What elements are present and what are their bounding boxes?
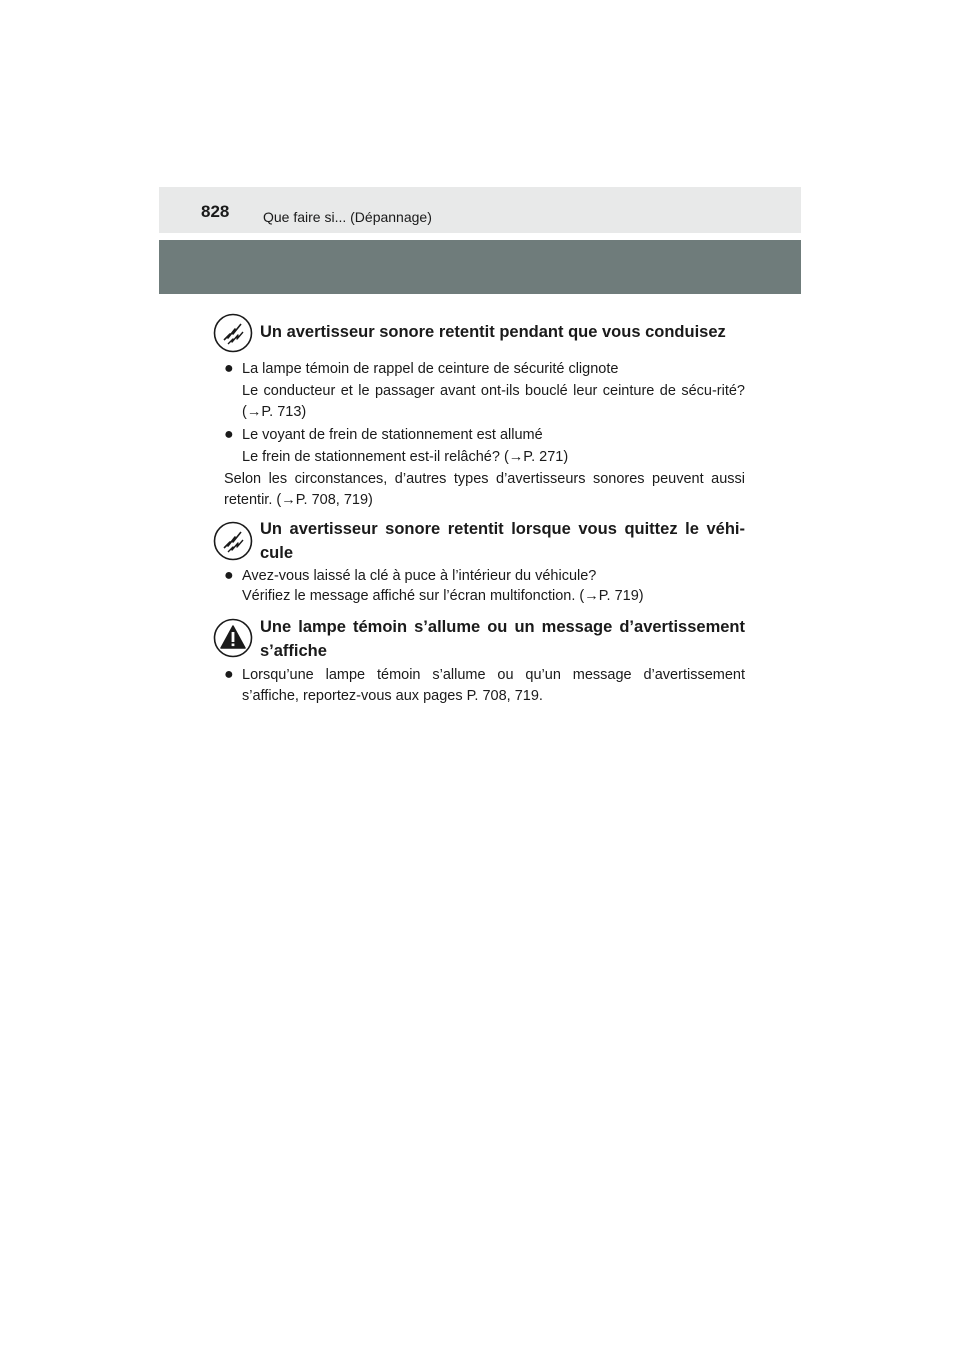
- page-header: [159, 187, 801, 233]
- section-title: Que faire si... (Dépannage): [263, 209, 432, 225]
- bullet: ●: [224, 666, 234, 683]
- warning-triangle-icon: [213, 618, 253, 658]
- section-heading: Un avertisseur sonore retentit lorsque vous quittez le véhi-cule: [260, 520, 745, 562]
- item-lead: Lorsqu’une lampe témoin s’allume ou qu’un message d’avertissement s’affiche, reportez-vous aux pages P. 708, 719.: [242, 667, 745, 704]
- item-body: Le conducteur et le passager avant ont-ils bouclé leur ceinture de sécu-rité? (→P. 713): [242, 383, 745, 420]
- bullet: ●: [224, 360, 234, 377]
- item-body: Vérifiez le message affiché sur l’écran multifonction. (→P. 719): [242, 588, 644, 604]
- bullet: ●: [224, 567, 234, 584]
- horn-sound-icon: [213, 313, 253, 353]
- item-lead: Le voyant de frein de stationnement est allumé: [242, 427, 543, 443]
- horn-sound-icon: [213, 521, 253, 561]
- page-number: 828: [201, 202, 230, 221]
- header-band: [159, 240, 801, 294]
- item-body: Le frein de stationnement est-il relâché? (→P. 271): [242, 449, 569, 465]
- section-note: Selon les circonstances, d’autres types d’avertisseurs sonores peuvent aussi retentir. (→P. 708, 719): [224, 471, 745, 508]
- section-heading: Un avertisseur sonore retentit pendant que vous conduisez: [260, 323, 726, 341]
- bullet: ●: [224, 426, 234, 443]
- item-lead: Avez-vous laissé la clé à puce à l’intérieur du véhicule?: [242, 568, 597, 584]
- section-heading: Une lampe témoin s’allume ou un message d’avertissement s’affiche: [260, 618, 745, 660]
- item-lead: La lampe témoin de rappel de ceinture de sécurité clignote: [242, 361, 619, 377]
